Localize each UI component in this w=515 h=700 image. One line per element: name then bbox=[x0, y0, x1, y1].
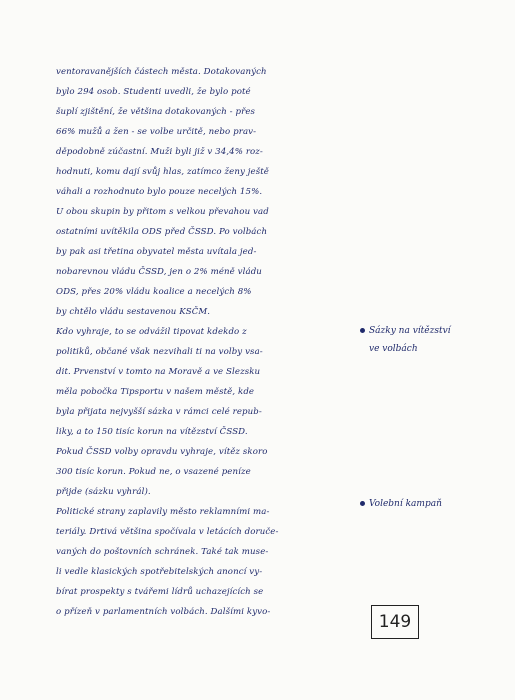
text-line: ostatními uvítěkila ODS před ČSSD. Po volbách bbox=[56, 227, 268, 237]
text-line: bylo 294 osob. Studenti uvedli, že bylo poté bbox=[56, 87, 251, 97]
text-line: by pak asi třetina obyvatel města uvítala jed- bbox=[56, 247, 257, 257]
text-line: bírat prospekty s tvářemi lídrů uchazejících se bbox=[56, 587, 264, 597]
bullet-icon bbox=[360, 328, 365, 333]
margin-note-betting bbox=[360, 322, 510, 358]
main-text-block bbox=[56, 62, 356, 622]
text-line: váhali a rozhodnuto bylo pouze necelých 15%. bbox=[56, 187, 263, 197]
text-line: Kdo vyhraje, to se odvážil tipovat kdekdo z bbox=[56, 327, 247, 337]
text-line: 300 tisíc korun. Pokud ne, o vsazené peníze bbox=[56, 467, 251, 477]
margin-note-line: ve volbách bbox=[369, 344, 418, 354]
bullet-icon bbox=[360, 501, 365, 506]
text-line: Politické strany zaplavily město reklamními ma- bbox=[56, 507, 270, 517]
text-line: děpodobně zúčastní. Muži byli již v 34,4% roz- bbox=[56, 147, 263, 157]
text-line: U obou skupin by přitom s velkou převahou vad bbox=[56, 207, 269, 217]
text-line: ventoravanějších částech města. Dotakovaných bbox=[56, 67, 267, 77]
text-line: přijde (sázku vyhrál). bbox=[56, 487, 151, 497]
text-line: hodnuti, komu dají svůj hlas, zatímco ženy ještě bbox=[56, 167, 269, 177]
text-line: šuplí zjištění, že většina dotakovaných - přes bbox=[56, 107, 256, 117]
text-line: Pokud ČSSD volby opravdu vyhraje, vítěz skoro bbox=[56, 447, 268, 457]
text-line: dit. Prvenství v tomto na Moravě a ve Slezsku bbox=[56, 367, 261, 377]
text-line: ODS, přes 20% vládu koalice a necelých 8% bbox=[56, 287, 252, 297]
text-line: teriály. Drtivá většina spočívala v letácích doruče- bbox=[56, 527, 279, 537]
text-line: nobarevnou vládu ČSSD, jen o 2% méně vládu bbox=[56, 267, 262, 277]
text-line: liky, a to 150 tisíc korun na vítězství ČSSD. bbox=[56, 427, 248, 437]
margin-note-line: Sázky na vítězství bbox=[369, 326, 451, 336]
page-number-box: 149 bbox=[371, 605, 419, 639]
margin-note-line: Volební kampaň bbox=[369, 499, 442, 509]
margin-note-campaign bbox=[360, 495, 510, 513]
text-line: byla přijata nejvyšší sázka v rámci celé repub- bbox=[56, 407, 262, 417]
text-line: li vedle klasických spotřebitelských anoncí vy- bbox=[56, 567, 263, 577]
text-line: 66% mužů a žen - se volbe určitě, nebo prav- bbox=[56, 127, 257, 137]
text-line: by chtělo vládu sestavenou KSČM. bbox=[56, 307, 211, 317]
text-line: měla pobočka Tipsportu v našem městě, kde bbox=[56, 387, 255, 397]
text-line: vaných do poštovních schránek. Také tak muse- bbox=[56, 547, 269, 557]
text-line: politiků, občané však nezvihali ti na volby vsa- bbox=[56, 347, 263, 357]
text-line: o přízeň v parlamentních volbách. Dalšími kyvo- bbox=[56, 607, 271, 617]
